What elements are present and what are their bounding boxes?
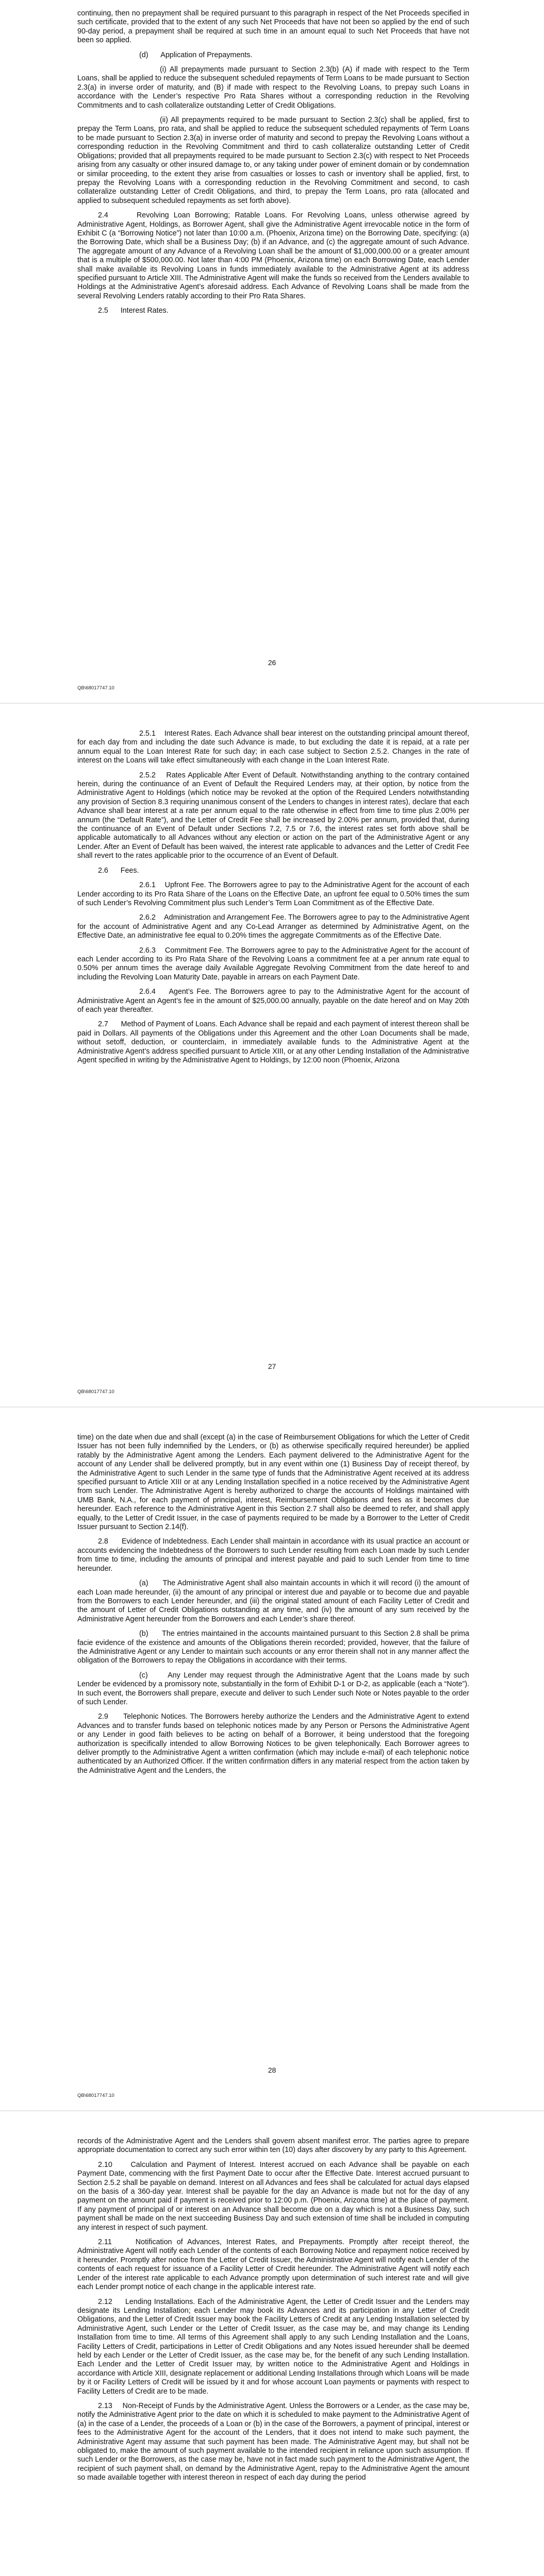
paragraph: (b) The entries maintained in the accounts maintained pursuant to this Section 2.8 shall be prima facie evidence of the existence and amounts of the Obligations therein recorded; provided, however, that the failure of the Administrative Agent or any Lender to maintain such accounts or any error therein shall not in any manner affect the obligation of the Borrowers to repay the Obligations in accordance with their terms.	[77, 1630, 469, 1665]
paragraph: 2.5.2 Rates Applicable After Event of Default. Notwithstanding anything to the contrary contained herein, during the continuance of an Event of Default the Required Lenders may, at their option, by notice from the Administrative Agent to Holdings (which notice may be revoked at the option of the Required Lenders notwithstanding any provision of Section 8.3 requiring unanimous consent of the Lenders to changes in interest rates), declare that each Advance shall bear interest at a rate per annum equal to the rate otherwise in effect from time to time plus 2.00% per annum (the “Default Rate”), and the Letter of Credit Fee shall be increased by 2.00% per annum, provided that, during the continuance of an Event of Default under Sections 7.2, 7.5 or 7.6, the interest rates set forth above shall be applicable automatically to all Advances without any election or action on the part of the Administrative Agent or any Lender. After an Event of Default has been waived, the interest rate applicable to advances and the Letter of Credit Fee shall revert to the rates applicable prior to the occurrence of an Event of Default.	[77, 771, 469, 860]
page-number: 28	[268, 2066, 276, 2074]
paragraph: (d) Application of Prepayments.	[139, 50, 253, 59]
paragraph: time) on the date when due and shall (except (a) in the case of Reimbursement Obligations for which the Letter of Credit Issuer has not been fully indemnified by the Lenders, or (b) as otherwise specifically required hereunder) be applied ratably by the Administrative Agent among the Lenders. Each payment delivered to the Administrative Agent for the account of any Lender shall be delivered promptly, but in any event within one (1) Business Day of receipt thereof, by the Administrative Agent to such Lender in the same type of funds that the Administrative Agent received at its address specified pursuant to Article XIII or at any Lending Installation specified in a notice received by the Administrative Agent from such Lender. The Administrative Agent is hereby authorized to charge the accounts of Holdings maintained with UMB Bank, N.A., for each payment of principal, interest, Reimbursement Obligations and fees as it becomes due hereunder. Each reference to the Administrative Agent in this Section 2.7 shall also be deemed to refer, and shall apply equally, to the Letter of Credit Issuer, in the case of payments required to be made by a Borrower to the Letter of Credit Issuer pursuant to Section 2.14(f).	[77, 1433, 469, 1532]
page-body	[77, 9, 469, 321]
page-28	[0, 1408, 544, 2110]
page-footer-code: QB\68017747.10	[77, 2093, 114, 2098]
page-footer-code: QB\68017747.10	[77, 685, 114, 691]
page-number: 26	[268, 658, 276, 667]
paragraph: 2.4 Revolving Loan Borrowing; Ratable Loans. For Revolving Loans, unless otherwise agreed by Administrative Agent, Holdings, as Borrower Agent, shall give the Administrative Agent irrevocable notice in the form of Exhibit C (a “Borrowing Notice”) not later than 10:00 a.m. (Phoenix, Arizona time) on the Borrowing Date, specifying: (a) the Borrowing Date, which shall be a Business Day; (b) if an Advance, and (c) the aggregate amount of such Advance. The aggregate amount of any Advance of a Revolving Loan shall be the amount of $1,000,000.00 or a greater amount that is a multiple of $500,000.00. Not later than 4:00 PM (Phoenix, Arizona time) on each Borrowing Date, each Lender shall make available its Revolving Loans in funds immediately available to the Administrative Agent at its address specified pursuant to Article XIII. The Administrative Agent will make the funds so received from the Lenders available to Holdings at the Administrative Agent’s aforesaid address. Each Advance of Revolving Loans shall be made from the several Revolving Lenders ratably according to their Pro Rata Shares.	[77, 211, 469, 300]
paragraph: 2.6.4 Agent’s Fee. The Borrowers agree to pay to the Administrative Agent for the account of Administrative Agent an Agent’s fee in the amount of $25,000.00 annually, payable on the date hereof and on May 20th of each year thereafter.	[77, 988, 469, 1014]
paragraph: 2.10 Calculation and Payment of Interest. Interest accrued on each Advance shall be payable on each Payment Date, commencing with the first Payment Date to occur after the Effective Date. Interest accrued pursuant to Section 2.5.2 shall be payable on demand. Interest on all Advances and fees shall be calculated for actual days elapsed on the basis of a 360-day year. Interest shall be payable for the day an Advance is made but not for the day of any payment on the amount paid if payment is received prior to 12:00 p.m. (Phoenix, Arizona time) at the place of payment. If any payment of principal of or interest on an Advance shall become due on a day which is not a Business Day, such payment shall be made on the next succeeding Business Day and such extension of time shall be included in computing any interest in respect of such payment.	[77, 2160, 469, 2232]
paragraph: (c) Any Lender may request through the Administrative Agent that the Loans made by such Lender be evidenced by a promissory note, substantially in the form of Exhibit D-1 or D-2, as applicable (each a “Note”). In such event, the Borrowers shall prepare, execute and deliver to such Lender such Note or Notes payable to the order of such Lender.	[77, 1671, 469, 1706]
paragraph: 2.8 Evidence of Indebtedness. Each Lender shall maintain in accordance with its usual practice an account or accounts evidencing the Indebtedness of the Borrowers to such Lender resulting from each Loan made by such Lender from time to time, including the amounts of principal and interest payable and paid to such Lender from time to time hereunder.	[77, 1537, 469, 1573]
paragraph: continuing, then no prepayment shall be required pursuant to this paragraph in respect of the Net Proceeds specified in such certificate, provided that to the extent of any such Net Proceeds that have not been so applied by the end of such 90-day period, a prepayment shall be required at such time in an amount equal to such Net Proceeds that have not been so applied.	[77, 9, 469, 45]
page-29	[0, 2111, 544, 2576]
paragraph: 2.6.3 Commitment Fee. The Borrowers agree to pay to the Administrative Agent for the account of each Lender according to its Pro Rata Share of the Revolving Loans a commitment fee at a per annum rate equal to 0.50% per annum times the average daily Available Aggregate Revolving Commitment from the date hereof to and including the Revolving Loan Maturity Date, payable in arrears on each Payment Date.	[77, 946, 469, 981]
paragraph: records of the Administrative Agent and the Lenders shall govern absent manifest error. The parties agree to prepare appropriate documentation to correct any such error within ten (10) days after discovery by any party to this Agreement.	[77, 2137, 469, 2155]
paragraph: 2.13 Non-Receipt of Funds by the Administrative Agent. Unless the Borrowers or a Lender, as the case may be, notify the Administrative Agent prior to the date on which it is scheduled to make payment to the Administrative Agent of (a) in the case of a Lender, the proceeds of a Loan or (b) in the case of the Borrowers, a payment of principal, interest or fees to the Administrative Agent for the account of the Lenders, that it does not intend to make such payment, the Administrative Agent may assume that such payment has been made. The Administrative Agent may, but shall not be obligated to, make the amount of such payment available to the intended recipient in reliance upon such assumption. If such Lender or the Borrowers, as the case may be, have not in fact made such payment to the Administrative Agent, the recipient of such payment shall, on demand by the Administrative Agent, repay to the Administrative Agent the amount so made available together with interest thereon in respect of each day during the period	[77, 2401, 469, 2482]
page-footer-code: QB\68017747.10	[77, 1389, 114, 1395]
paragraph: 2.6.1 Upfront Fee. The Borrowers agree to pay to the Administrative Agent for the account of each Lender according to its Pro Rata Share of the Loans on the Effective Date, an upfront fee equal to 0.50% times the sum of such Lender’s Revolving Commitment plus such Lender’s Term Loan Commitment as of the Effective Date.	[77, 881, 469, 907]
page-26	[0, 0, 544, 703]
paragraph: (ii) All prepayments required to be made pursuant to Section 2.3(c) shall be applied, first to prepay the Term Loans, pro rata, and shall be applied to reduce the subsequent scheduled repayments of Term Loans to be made pursuant to Section 2.3(a) in inverse order of maturity and second to prepay the Revolving Loans without a corresponding reduction in the Revolving Commitment and third to cash collateralize outstanding Letter of Credit Obligations; provided that all prepayments required to be made pursuant to Section 2.3(c) with respect to Net Proceeds arising from any casualty or other insured damage to, or any taking under power of eminent domain or by condemnation or similar proceeding, to the extent they arise from casualties or losses to cash or inventory shall be applied, first, to prepay the Revolving Loans with a corresponding reduction in the Revolving Commitment and second, to cash collateralize outstanding Letter of Credit Obligations, and third, to prepay the Term Loans, pro rata (allocated and applied to subsequent scheduled repayments as set forth above).	[77, 116, 469, 205]
paragraph: 2.6 Fees.	[98, 866, 139, 875]
paragraph: (a) The Administrative Agent shall also maintain accounts in which it will record (i) the amount of each Loan made hereunder, (ii) the amount of any principal or interest due and payable or to become due and payable from the Borrowers to each Lender hereunder, and (iii) the original stated amount of each Facility Letter of Credit and the amount of Letter of Credit Obligations outstanding at any time, and (iv) the amount of any sum received by the Administrative Agent hereunder from the Borrowers and each Lender’s share thereof.	[77, 1579, 469, 1623]
page-body	[77, 730, 469, 1071]
page-body	[77, 2137, 469, 2488]
paragraph: 2.11 Notification of Advances, Interest Rates, and Prepayments. Promptly after receipt thereof, the Administrative Agent will notify each Lender of the contents of each Borrowing Notice and repayment notice received by it hereunder. Promptly after notice from the Letter of Credit Issuer, the Administrative Agent will notify each Lender of the contents of each request for issuance of a Facility Letter of Credit hereunder. The Administrative Agent will notify each Lender of the interest rate applicable to each Advance promptly upon determination of such interest rate and will give each Lender prompt notice of each change in the applicable interest rate.	[77, 2238, 469, 2292]
page-number: 27	[268, 1362, 276, 1370]
paragraph: 2.7 Method of Payment of Loans. Each Advance shall be repaid and each payment of interest thereon shall be paid in Dollars. All payments of the Obligations under this Agreement and the other Loan Documents shall be made, without setoff, deduction, or counterclaim, in immediately available funds to the Administrative Agent at the Administrative Agent’s address specified pursuant to Article XIII, or at any other Lending Installation of the Administrative Agent specified in writing by the Administrative Agent to Holdings, by 12:00 noon (Phoenix, Arizona	[77, 1020, 469, 1064]
paragraph: 2.5.1 Interest Rates. Each Advance shall bear interest on the outstanding principal amount thereof, for each day from and including the date such Advance is made, to but excluding the date it is repaid, at a rate per annum equal to the Loan Interest Rate for such day; in each case subject to Section 2.5.2. Changes in the rate of interest on the Loans will take effect simultaneously with each change in the Loan Interest Rate.	[77, 730, 469, 765]
paragraph: 2.12 Lending Installations. Each of the Administrative Agent, the Letter of Credit Issuer and the Lenders may designate its Lending Installation; each Lender may book its Advances and its participation in any Letter of Credit Obligations, and the Letter of Credit Issuer may book the Facility Letters of Credit at any Lending Installation selected by Administrative Agent, such Lender or the Letter of Credit Issuer, as the case may be, and may change its Lending Installation from time to time. All terms of this Agreement shall apply to any such Lending Installation and the Loans, Facility Letters of Credit, participations in Letter of Credit Obligations and any Notes issued hereunder shall be deemed held by each Lender or the Letter of Credit Issuer, as the case may be, for the benefit of any such Lending Installation. Each Lender and the Letter of Credit Issuer may, by written notice to the Administrative Agent and Holdings in accordance with Article XIII, designate replacement or additional Lending Installations through which Loans will be made by it or Facility Letters of Credit will be issued by it and for whose account Loan payments or payments with respect to Facility Letters of Credit are to be made.	[77, 2297, 469, 2396]
paragraph: 2.5 Interest Rates.	[98, 307, 169, 315]
paragraph: 2.9 Telephonic Notices. The Borrowers hereby authorize the Lenders and the Administrative Agent to extend Advances and to transfer funds based on telephonic notices made by any Person or Persons the Administrative Agent or any Lender in good faith believes to be acting on behalf of a Borrower, it being understood that the foregoing authorization is specifically intended to allow Borrowing Notices to be given telephonically. Each Borrower agrees to deliver promptly to the Administrative Agent a written confirmation (which may include e-mail) of each telephonic notice authenticated by an Authorized Officer. If the written confirmation differs in any material respect from the action taken by the Administrative Agent and the Lenders, the	[77, 1713, 469, 1775]
paragraph: (i) All prepayments made pursuant to Section 2.3(b) (A) if made with respect to the Term Loans, shall be applied to reduce the subsequent scheduled repayments of Term Loans to be made pursuant to Section 2.3(a) in inverse order of maturity, and (B) if made with respect to the Revolving Loans, to prepay such Loans in accordance with the Lender’s respective Pro Rata Shares without a corresponding reduction in the Revolving Commitments and to cash collateralize outstanding Letter of Credit Obligations.	[77, 65, 469, 110]
page-body	[77, 1433, 469, 1781]
page-27	[0, 704, 544, 1406]
paragraph: 2.6.2 Administration and Arrangement Fee. The Borrowers agree to pay to the Administrative Agent for the account of Administrative Agent and any Co-Lead Arranger as determined by Administrative Agent, on the Effective Date, an administrative fee equal to 0.20% times the aggregate Commitments as of the Effective Date.	[77, 913, 469, 940]
